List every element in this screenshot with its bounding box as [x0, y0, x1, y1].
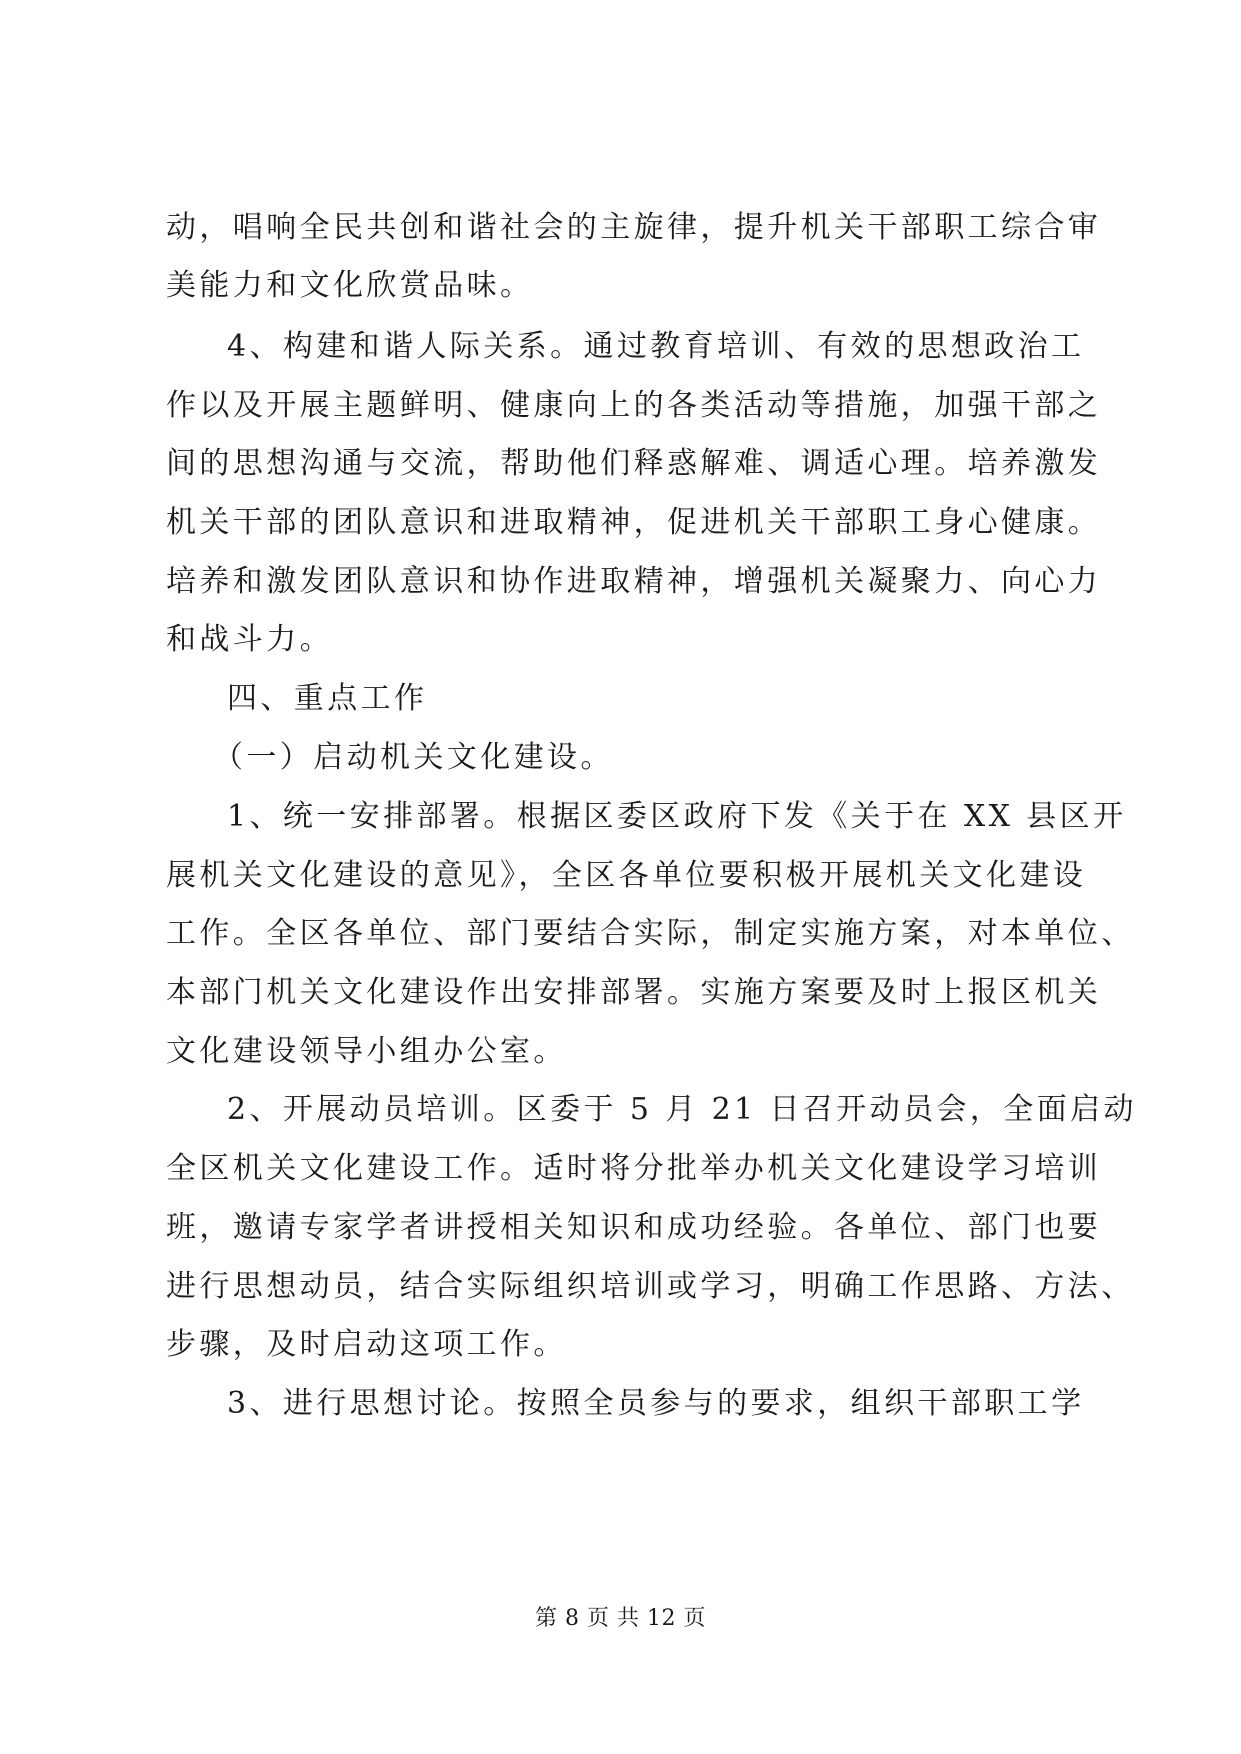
paragraph-line: 和战斗力。 — [166, 622, 333, 657]
paragraph-line: 动，唱响全民共创和谐社会的主旋律，提升机关干部职工综合审 — [166, 210, 1102, 245]
page-number-footer: 第 8 页 共 12 页 — [535, 1606, 706, 1631]
paragraph-line: 进行思想动员，结合实际组织培训或学习，明确工作思路、方法、 — [166, 1269, 1135, 1304]
paragraph-line: 工作。全区各单位、部门要结合实际，制定实施方案，对本单位、 — [166, 916, 1135, 951]
paragraph-line: 文化建设领导小组办公室。 — [166, 1034, 567, 1069]
paragraph-line: 班，邀请专家学者讲授相关知识和成功经验。各单位、部门也要 — [166, 1210, 1102, 1245]
paragraph-line: 间的思想沟通与交流，帮助他们释惑解难、调适心理。培养激发 — [166, 446, 1102, 481]
paragraph-line: 培养和激发团队意识和协作进取精神，增强机关凝聚力、向心力 — [166, 564, 1102, 599]
paragraph-line: 全区机关文化建设工作。适时将分批举办机关文化建设学习培训 — [166, 1151, 1102, 1186]
paragraph-line: 1、统一安排部署。根据区委区政府下发《关于在 XX 县区开 — [227, 799, 1127, 834]
section-heading: 四、重点工作 — [227, 681, 428, 716]
paragraph-line: 机关干部的团队意识和进取精神，促进机关干部职工身心健康。 — [166, 505, 1102, 540]
subsection-heading: （一）启动机关文化建设。 — [213, 740, 614, 775]
paragraph-line: 美能力和文化欣赏品味。 — [166, 268, 534, 303]
paragraph-line: 展机关文化建设的意见》，全区各单位要积极开展机关文化建设 — [166, 858, 1087, 893]
paragraph-line: 2、开展动员培训。区委于 5 月 21 日召开动员会，全面启动 — [227, 1092, 1137, 1127]
paragraph-line: 作以及开展主题鲜明、健康向上的各类活动等措施，加强干部之 — [166, 388, 1102, 423]
paragraph-line: 本部门机关文化建设作出安排部署。实施方案要及时上报区机关 — [166, 975, 1102, 1010]
paragraph-line: 3、进行思想讨论。按照全员参与的要求，组织干部职工学 — [227, 1386, 1085, 1421]
paragraph-line: 4、构建和谐人际关系。通过教育培训、有效的思想政治工 — [227, 329, 1085, 364]
paragraph-line: 步骤，及时启动这项工作。 — [166, 1327, 567, 1362]
